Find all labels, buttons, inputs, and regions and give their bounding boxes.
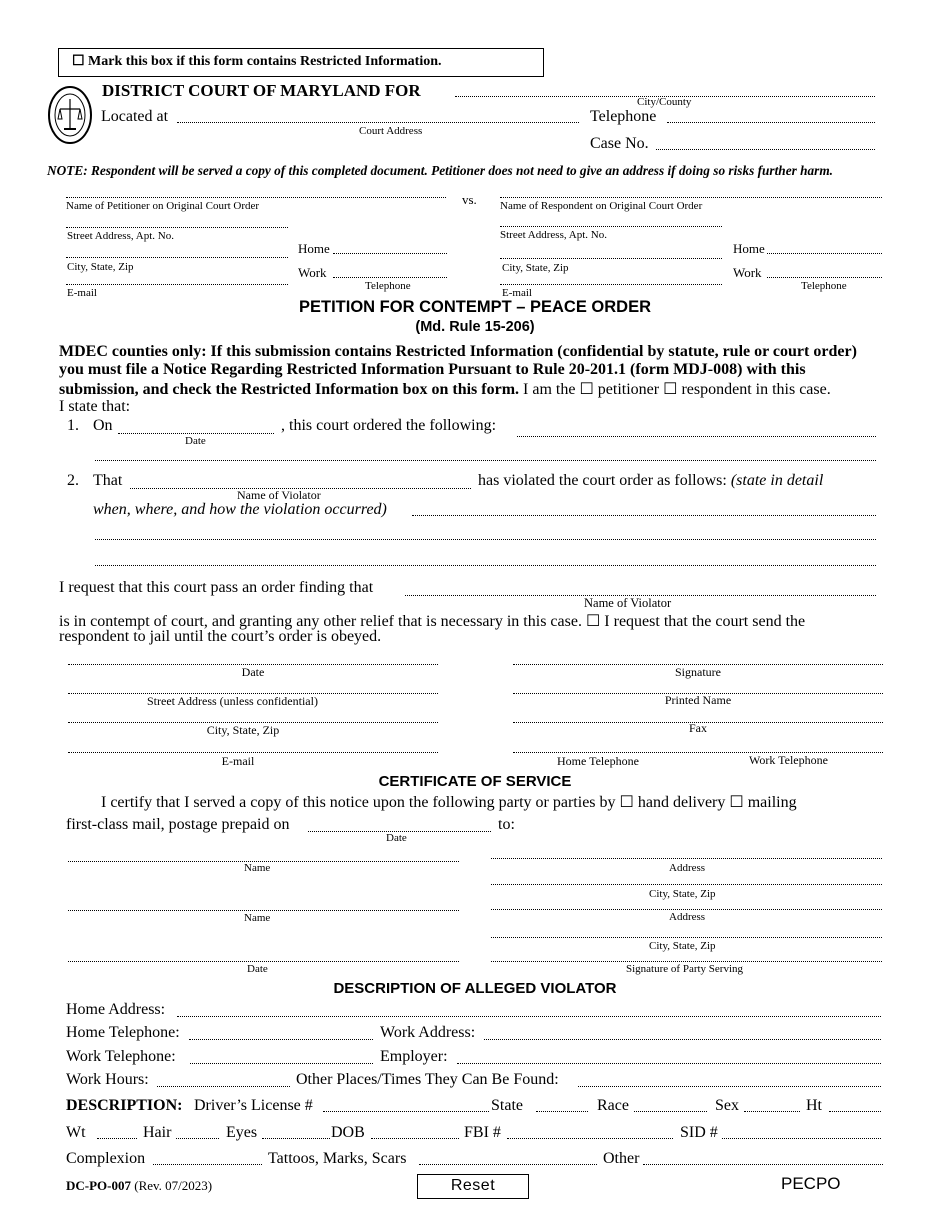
petitioner-work-tel-field[interactable] xyxy=(333,277,447,278)
located-at-label: Located at xyxy=(101,108,169,125)
dob-field[interactable] xyxy=(371,1138,459,1139)
court-title: DISTRICT COURT OF MARYLAND FOR xyxy=(102,81,421,100)
fbi-field[interactable] xyxy=(507,1138,673,1139)
other-label: Other xyxy=(603,1150,640,1167)
petitioner-home-tel-field[interactable] xyxy=(333,253,447,254)
form-code: PECPO xyxy=(781,1174,841,1193)
served-city1-caption: City, State, Zip xyxy=(649,888,716,900)
eyes-field[interactable] xyxy=(262,1138,330,1139)
petitioner-home-label: Home xyxy=(298,241,330,256)
request-line2-jail-checkbox[interactable]: is in contempt of court, and granting any other relief that is necessary in this case. ☐ I request that the court send the xyxy=(59,613,806,630)
mdec-notice-line3 xyxy=(59,379,831,399)
violation-detail-line1[interactable] xyxy=(412,515,876,516)
filer-city-caption: City, State, Zip xyxy=(206,723,280,737)
violator-home-telephone-field[interactable] xyxy=(189,1039,373,1040)
served-address2-field[interactable] xyxy=(491,909,882,910)
order-date-field[interactable] xyxy=(118,433,274,434)
work-telephone-label: Work Telephone: xyxy=(66,1048,176,1065)
violator-work-telephone-field[interactable] xyxy=(190,1063,373,1064)
respondent-home-tel-field[interactable] xyxy=(767,253,882,254)
item2-text xyxy=(478,472,823,490)
service-sign-date-field[interactable] xyxy=(68,961,459,962)
item2-violated-text: has violated the court order as follows: xyxy=(478,472,727,489)
request-line3: respondent to jail until the court’s order is obeyed. xyxy=(59,628,382,645)
served-name1-caption: Name xyxy=(244,862,271,874)
drivers-license-label: Driver’s License # xyxy=(194,1097,313,1114)
served-city1-field[interactable] xyxy=(491,884,882,885)
wt-field[interactable] xyxy=(97,1138,137,1139)
respondent-city-caption: City, State, Zip xyxy=(502,262,569,274)
petitioner-email-field[interactable] xyxy=(66,284,288,285)
served-city2-field[interactable] xyxy=(491,937,882,938)
state-field[interactable] xyxy=(536,1111,588,1112)
petitioner-name-field[interactable] xyxy=(66,197,446,198)
respondent-name-field[interactable] xyxy=(500,197,882,198)
court-address-field[interactable] xyxy=(177,122,579,123)
ht-label: Ht xyxy=(806,1097,822,1114)
reset-button[interactable]: Reset xyxy=(417,1174,529,1199)
mdec-notice-line1: MDEC counties only: If this submission contains Restricted Information (confidential by statute, rule or court order) xyxy=(59,343,857,360)
form-number xyxy=(66,1178,212,1194)
printed-name-caption: Printed Name xyxy=(664,693,732,707)
work-address-field[interactable] xyxy=(484,1039,881,1040)
item1-number: 1. xyxy=(67,417,79,434)
vs-label: vs. xyxy=(462,192,477,207)
home-address-field[interactable] xyxy=(177,1016,881,1017)
mdec-notice-line3-bold: submission, and check the Restricted Information box on this form. xyxy=(59,381,520,398)
item2-italic-instruction: (state in detail xyxy=(730,472,824,489)
certificate-to: to: xyxy=(498,816,515,833)
court-order-field-line1[interactable] xyxy=(517,436,876,437)
respondent-work-tel-field[interactable] xyxy=(767,277,882,278)
state-label: State xyxy=(491,1097,523,1114)
violation-detail-line2[interactable] xyxy=(95,539,876,540)
work-telephone-caption: Work Telephone xyxy=(749,753,828,767)
mdec-notice-line2: you must file a Notice Regarding Restricted Information Pursuant to Rule 20-201.1 (form MDJ-008) with this xyxy=(59,361,806,378)
court-seal-logo xyxy=(47,85,93,145)
home-address-label: Home Address: xyxy=(66,1001,166,1018)
petitioner-name-caption: Name of Petitioner on Original Court Order xyxy=(66,200,260,212)
respondent-street-caption: Street Address, Apt. No. xyxy=(500,229,607,241)
service-date-caption: Date xyxy=(386,832,407,844)
work-hours-label: Work Hours: xyxy=(66,1071,149,1088)
petition-subtitle: (Md. Rule 15-206) xyxy=(415,319,535,335)
request-line1: I request that this court pass an order finding that xyxy=(59,579,374,596)
respondent-work-label: Work xyxy=(733,265,762,280)
item2-italic-instruction-cont: when, where, and how the violation occurred) xyxy=(93,501,387,518)
respondent-home-label: Home xyxy=(733,241,765,256)
party-serving-signature-caption: Signature of Party Serving xyxy=(626,963,744,975)
form-revision: (Rev. 07/2023) xyxy=(134,1178,213,1193)
item2-that-label: That xyxy=(93,472,123,489)
other-places-field[interactable] xyxy=(578,1086,881,1087)
ht-field[interactable] xyxy=(829,1111,881,1112)
party-serving-signature-field[interactable] xyxy=(491,961,882,962)
sex-label: Sex xyxy=(715,1097,739,1114)
city-county-caption: City/County xyxy=(637,96,692,108)
other-places-label: Other Places/Times They Can Be Found: xyxy=(296,1071,559,1088)
work-hours-field[interactable] xyxy=(157,1086,290,1087)
employer-field[interactable] xyxy=(457,1063,881,1064)
work-address-label: Work Address: xyxy=(380,1024,476,1041)
respondent-name-caption: Name of Respondent on Original Court Order xyxy=(500,200,703,212)
item1-text: , this court ordered the following: xyxy=(281,417,497,434)
tattoos-label: Tattoos, Marks, Scars xyxy=(268,1150,407,1167)
dob-label: DOB xyxy=(331,1124,365,1141)
petitioner-telephone-caption: Telephone xyxy=(365,280,411,292)
home-telephone-label: Home Telephone: xyxy=(66,1024,180,1041)
court-address-caption: Court Address xyxy=(359,125,423,137)
case-no-field[interactable] xyxy=(656,149,875,150)
item2-number: 2. xyxy=(67,472,79,489)
served-address1-field[interactable] xyxy=(491,858,882,859)
fax-caption: Fax xyxy=(689,721,707,735)
petitioner-email-caption: E-mail xyxy=(67,287,97,299)
complexion-field[interactable] xyxy=(153,1164,262,1165)
order-date-caption: Date xyxy=(185,435,206,447)
item1-on-label: On xyxy=(93,417,113,434)
petitioner-city-field[interactable] xyxy=(66,257,288,258)
contempt-violator-caption: Name of Violator xyxy=(584,596,672,610)
tattoos-field[interactable] xyxy=(419,1164,597,1165)
served-address2-caption: Address xyxy=(669,911,706,923)
certificate-line2: first-class mail, postage prepaid on xyxy=(66,816,290,833)
court-order-field-line2[interactable] xyxy=(95,460,876,461)
case-no-label: Case No. xyxy=(590,135,649,152)
form-number-code: DC-PO-007 xyxy=(66,1178,131,1193)
certificate-title: CERTIFICATE OF SERVICE xyxy=(378,773,572,790)
description-label: DESCRIPTION: xyxy=(66,1097,183,1114)
employer-label: Employer: xyxy=(380,1048,448,1065)
filer-email-caption: E-mail xyxy=(221,754,255,768)
petition-title: PETITION FOR CONTEMPT – PEACE ORDER xyxy=(298,298,652,316)
petitioner-respondent-checkboxes[interactable]: I am the ☐ petitioner ☐ respondent in this case. xyxy=(523,381,831,398)
respondent-city-field[interactable] xyxy=(500,258,722,259)
fbi-label: FBI # xyxy=(464,1124,501,1141)
respondent-email-caption: E-mail xyxy=(502,287,532,299)
description-title: DESCRIPTION OF ALLEGED VIOLATOR xyxy=(333,980,617,997)
home-telephone-caption: Home Telephone xyxy=(557,754,639,768)
complexion-label: Complexion xyxy=(66,1150,146,1167)
i-state-label: I state that: xyxy=(59,398,131,415)
petitioner-work-label: Work xyxy=(298,265,327,280)
wt-label: Wt xyxy=(66,1124,86,1141)
sid-field[interactable] xyxy=(722,1138,881,1139)
respondent-telephone-caption: Telephone xyxy=(801,280,847,292)
race-label: Race xyxy=(597,1097,629,1114)
respondent-street-field[interactable] xyxy=(500,226,722,227)
signature-caption: Signature xyxy=(675,665,721,679)
respondent-service-note: NOTE: Respondent will be served a copy of this completed document. Petitioner does not need to give an address if doing so risks further harm. xyxy=(47,163,833,178)
petitioner-street-caption: Street Address, Apt. No. xyxy=(67,230,174,242)
restricted-info-checkbox-label[interactable]: ☐ Mark this box if this form contains Restricted Information. xyxy=(72,54,442,69)
hair-label: Hair xyxy=(143,1124,172,1141)
served-name2-field[interactable] xyxy=(68,910,459,911)
violation-detail-line3[interactable] xyxy=(95,565,876,566)
race-field[interactable] xyxy=(634,1111,707,1112)
sid-label: SID # xyxy=(680,1124,718,1141)
respondent-email-field[interactable] xyxy=(500,284,722,285)
filer-street-caption: Street Address (unless confidential) xyxy=(147,694,318,708)
telephone-label: Telephone xyxy=(590,108,657,125)
petitioner-street-field[interactable] xyxy=(66,227,288,228)
hair-field[interactable] xyxy=(176,1138,219,1139)
violator-name-caption: Name of Violator xyxy=(237,488,321,502)
served-city2-caption: City, State, Zip xyxy=(649,940,716,952)
certificate-line1[interactable]: I certify that I served a copy of this notice upon the following party or parties by ☐ hand delivery ☐ mailing xyxy=(101,794,797,811)
other-field[interactable] xyxy=(643,1164,883,1165)
eyes-label: Eyes xyxy=(226,1124,258,1141)
served-name2-caption: Name xyxy=(244,912,271,924)
served-address1-caption: Address xyxy=(669,862,706,874)
court-telephone-field[interactable] xyxy=(667,122,875,123)
petitioner-city-caption: City, State, Zip xyxy=(67,261,134,273)
filer-email-field[interactable] xyxy=(68,752,438,753)
sex-field[interactable] xyxy=(744,1111,800,1112)
drivers-license-field[interactable] xyxy=(323,1111,489,1112)
service-sign-date-caption: Date xyxy=(247,963,268,975)
petition-date-caption: Date xyxy=(241,665,265,679)
